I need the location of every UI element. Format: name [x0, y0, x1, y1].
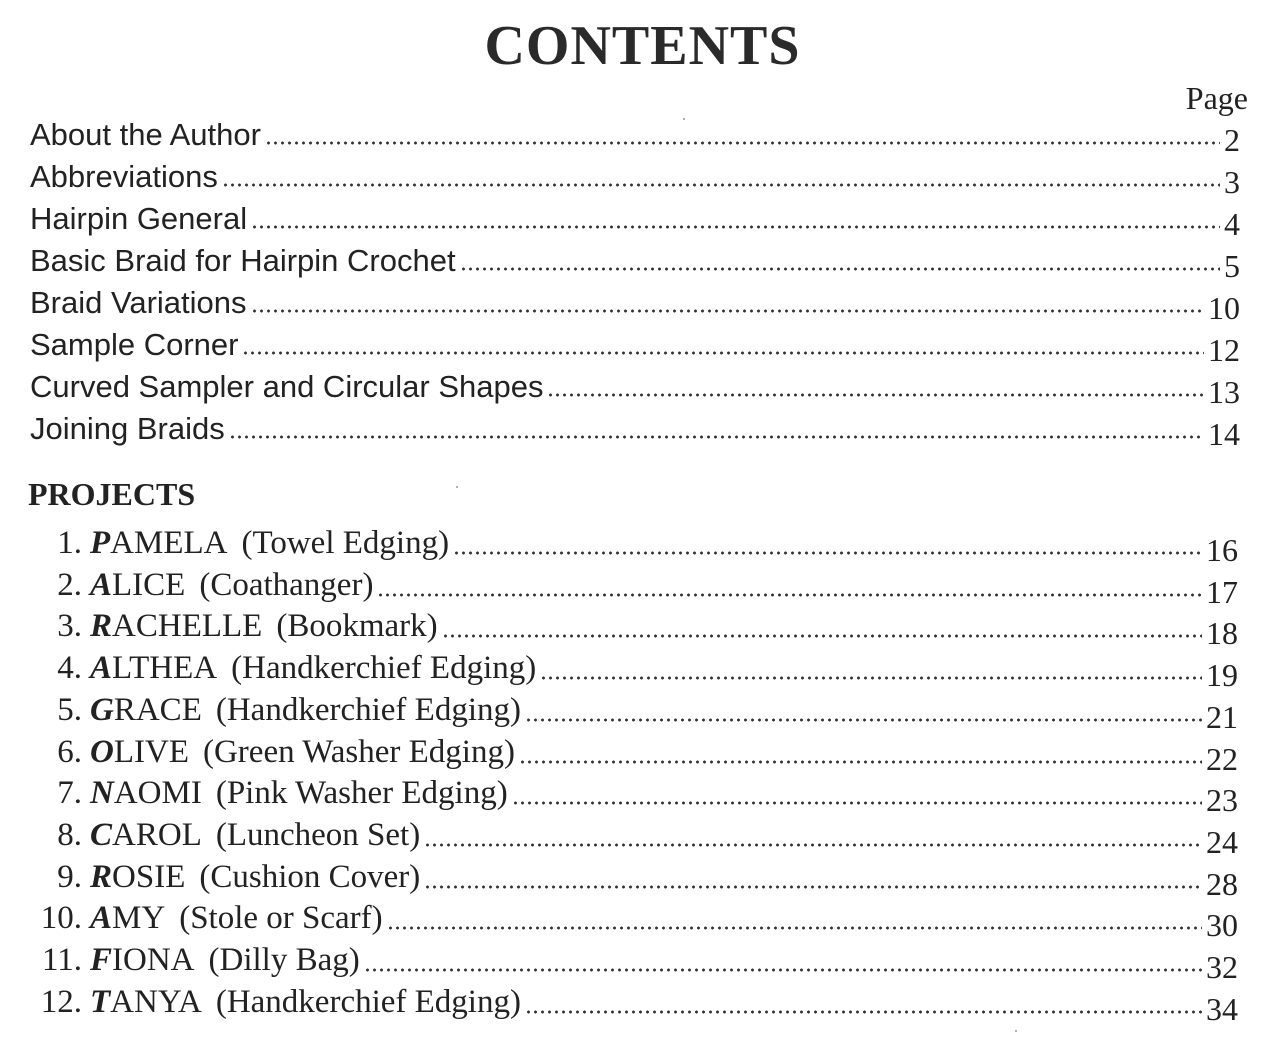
project-name: MY — [112, 900, 166, 937]
dot-leader — [364, 968, 1202, 972]
project-name: ACHELLE — [112, 608, 263, 645]
project-entry[interactable] — [20, 935, 1238, 985]
project-description: (Towel Edging) — [241, 525, 450, 561]
paper-speck — [456, 486, 458, 488]
project-entry[interactable] — [20, 560, 1238, 610]
dot-leader — [525, 718, 1202, 722]
project-entry-title — [20, 610, 438, 643]
toc-entry[interactable] — [30, 318, 1240, 368]
page-title: CONTENTS — [484, 15, 801, 77]
dot-leader — [251, 225, 1220, 229]
project-description: (Stole or Scarf) — [179, 900, 383, 937]
toc-entry-page: 12 — [1208, 332, 1240, 368]
project-number: 10. — [40, 900, 82, 937]
project-description: (Pink Washer Edging) — [215, 775, 508, 812]
project-description: (Cushion Cover) — [199, 858, 421, 895]
toc-entry[interactable] — [30, 276, 1240, 326]
project-name-initial: G — [90, 691, 114, 728]
project-entry-title — [20, 983, 521, 1020]
project-number: 3. — [57, 608, 82, 645]
toc-entry-title: Joining Braids — [30, 411, 225, 446]
project-entry[interactable] — [20, 685, 1238, 735]
project-entry-page: 17 — [1206, 573, 1238, 610]
project-entry-title — [20, 691, 521, 728]
project-entry-page: 32 — [1206, 949, 1238, 985]
project-name: AMELA — [110, 525, 228, 561]
toc-entry-title: Braid Variations — [30, 285, 247, 320]
project-number: 5. — [57, 691, 82, 728]
dot-leader — [442, 634, 1202, 638]
project-description: (Green Washer Edging) — [202, 733, 515, 770]
project-description: (Bookmark) — [276, 608, 438, 645]
project-description: (Handkerchief Edging) — [231, 650, 537, 687]
toc-entry[interactable] — [30, 150, 1240, 200]
project-entry[interactable] — [20, 727, 1238, 777]
project-description: (Luncheon Set) — [215, 816, 421, 853]
project-entry-title — [20, 777, 508, 810]
toc-entry[interactable] — [30, 192, 1240, 242]
project-description: (Handkerchief Edging) — [215, 691, 521, 728]
project-number: 2. — [57, 566, 82, 603]
project-entry-title — [20, 566, 374, 603]
project-name: IONA — [112, 942, 195, 978]
project-entry-page: 16 — [1206, 532, 1238, 568]
project-entry-page: 23 — [1206, 782, 1238, 819]
dot-leader — [242, 351, 1204, 355]
project-name: ANYA — [110, 983, 202, 1020]
toc-entry-title: Basic Braid for Hairpin Crochet — [30, 243, 456, 278]
project-entry-page: 28 — [1206, 865, 1238, 902]
project-number: 11. — [41, 942, 82, 978]
dot-leader — [512, 801, 1202, 805]
toc-entry-page: 3 — [1224, 164, 1240, 200]
project-name-initial: A — [90, 650, 113, 687]
project-entry-title — [20, 944, 360, 977]
project-name-initial: R — [90, 608, 113, 645]
project-name-initial: N — [90, 775, 114, 812]
dot-leader — [540, 676, 1202, 680]
dot-leader — [424, 885, 1202, 889]
toc-entry-page: 14 — [1208, 416, 1240, 452]
project-entry-title — [20, 902, 383, 935]
project-entry-page: 21 — [1206, 698, 1238, 735]
dot-leader — [222, 183, 1220, 187]
project-entry-title — [20, 816, 421, 853]
project-number: 4. — [57, 650, 82, 687]
project-entry[interactable] — [20, 852, 1238, 902]
toc-entry-page: 5 — [1224, 248, 1240, 284]
project-entry[interactable] — [20, 810, 1238, 860]
project-entry[interactable] — [20, 601, 1238, 652]
dot-leader — [547, 393, 1204, 397]
project-entry[interactable] — [20, 518, 1238, 568]
projects-heading: PROJECTS — [28, 476, 196, 512]
project-number: 9. — [57, 858, 82, 895]
project-number: 7. — [57, 775, 82, 812]
project-name-initial: F — [90, 942, 113, 978]
project-description: (Dilly Bag) — [208, 942, 360, 978]
toc-entry-title: Curved Sampler and Circular Shapes — [30, 369, 544, 404]
project-name-initial: P — [90, 525, 111, 561]
project-name: LICE — [112, 566, 186, 603]
dot-leader — [460, 267, 1220, 271]
project-number: 12. — [40, 983, 82, 1020]
project-description: (Coathanger) — [199, 566, 374, 603]
toc-entry-title: Abbreviations — [30, 159, 218, 194]
project-entry-page: 24 — [1206, 823, 1238, 860]
project-entry-page: 18 — [1206, 615, 1238, 652]
project-entry-page: 19 — [1206, 657, 1238, 694]
project-name: RACE — [113, 691, 202, 728]
project-name: AOMI — [113, 775, 202, 812]
dot-leader — [265, 141, 1220, 145]
project-entry[interactable] — [20, 893, 1238, 944]
project-entry-title — [20, 858, 421, 895]
project-entry-title — [20, 652, 536, 685]
project-number: 8. — [57, 816, 82, 853]
toc-entry-page: 13 — [1208, 374, 1240, 410]
toc-entry[interactable] — [30, 360, 1240, 410]
toc-entry-page: 10 — [1208, 290, 1240, 326]
project-name-initial: C — [90, 816, 113, 853]
toc-entry-page: 2 — [1224, 122, 1240, 158]
toc-entry[interactable] — [30, 402, 1240, 452]
dot-leader — [453, 551, 1202, 555]
toc-entry[interactable] — [30, 108, 1240, 158]
project-description: (Handkerchief Edging) — [215, 983, 521, 1020]
project-name-initial: A — [90, 900, 113, 937]
project-name-initial: A — [90, 566, 113, 603]
project-entry-title — [20, 733, 515, 770]
dot-leader — [424, 843, 1202, 847]
dot-leader — [377, 593, 1202, 597]
project-entry[interactable] — [20, 768, 1238, 819]
toc-entry-title: Sample Corner — [30, 327, 239, 362]
toc-entry-title: Hairpin General — [30, 201, 248, 236]
project-name: OSIE — [112, 858, 186, 895]
paper-speck — [683, 118, 685, 120]
project-name: AROL — [112, 816, 202, 853]
project-entry-title — [20, 527, 449, 560]
dot-leader — [525, 1010, 1202, 1014]
project-entry-page: 22 — [1206, 740, 1238, 777]
project-name-initial: T — [90, 983, 111, 1020]
dot-leader — [251, 309, 1204, 313]
paper-speck — [1015, 1030, 1017, 1032]
project-entry-page: 34 — [1206, 990, 1238, 1027]
project-name-initial: R — [90, 858, 113, 895]
project-entry[interactable] — [20, 977, 1238, 1027]
project-name-initial: O — [90, 733, 114, 770]
project-entry-page: 30 — [1206, 907, 1238, 944]
dot-leader — [387, 926, 1202, 930]
page-column-header: Page — [1185, 80, 1248, 116]
dot-leader — [519, 760, 1202, 764]
project-name: LTHEA — [112, 650, 218, 687]
project-number: 1. — [57, 525, 82, 561]
toc-entry-page: 4 — [1224, 206, 1240, 242]
toc-entry[interactable] — [30, 234, 1240, 284]
project-entry[interactable] — [20, 643, 1238, 694]
toc-entry-title: About the Author — [30, 117, 261, 152]
project-number: 6. — [57, 733, 82, 770]
project-name: LIVE — [113, 733, 189, 770]
dot-leader — [229, 435, 1204, 439]
